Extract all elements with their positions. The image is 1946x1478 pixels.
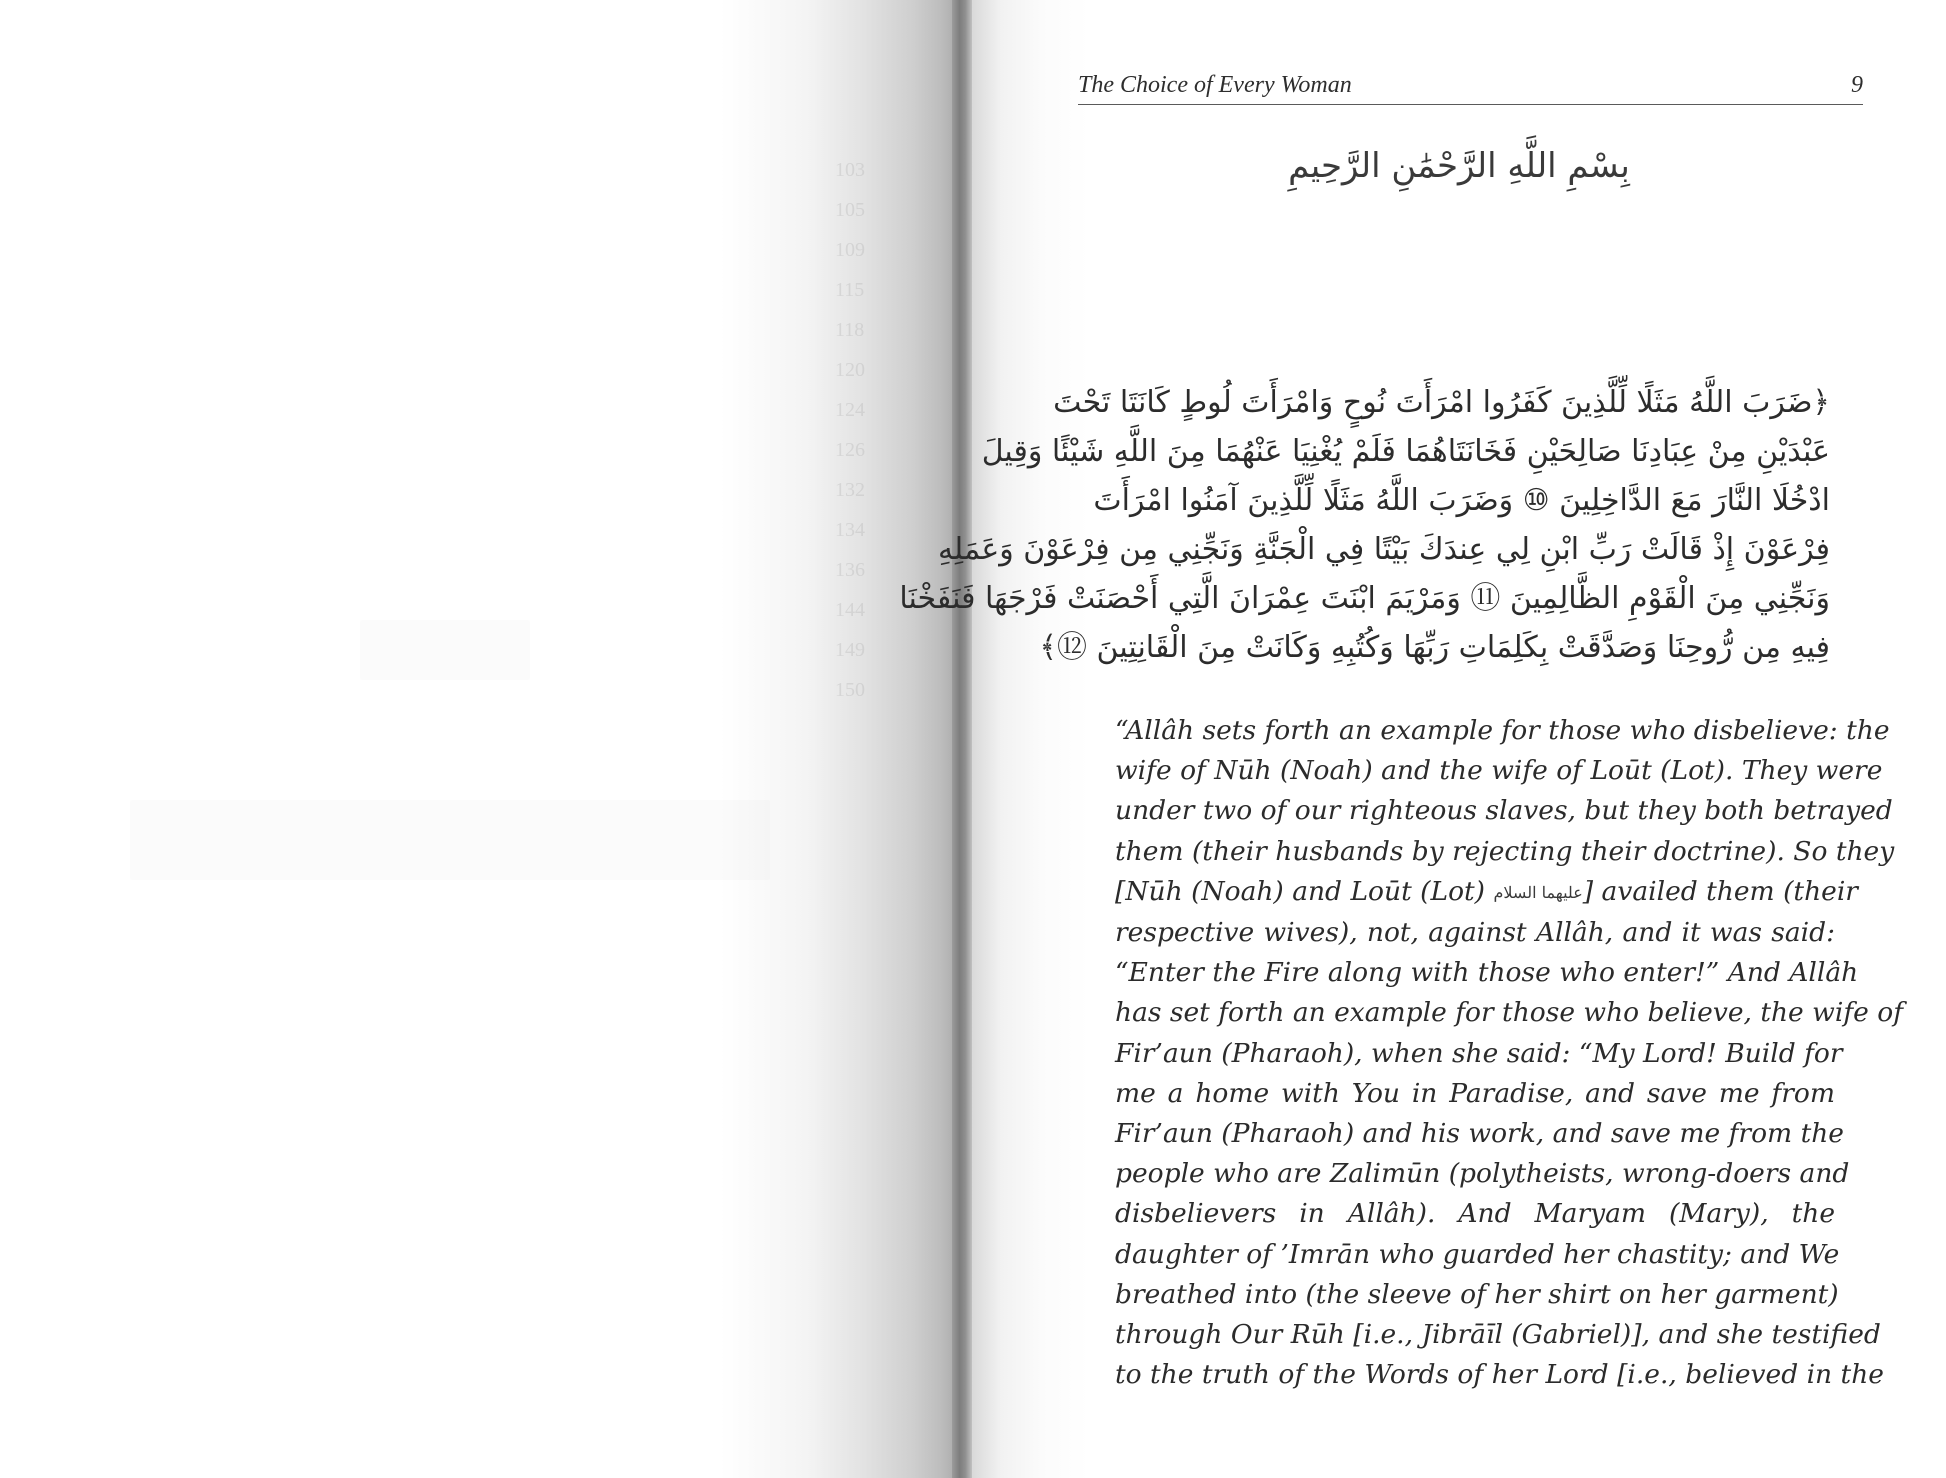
translation-line: has set forth an example for those who believe, the wife of	[1115, 997, 1903, 1029]
ghost-bleedthrough	[130, 800, 770, 880]
translation-line: them (their husbands by rejecting their doctrine). So they	[1115, 835, 1895, 867]
ghost-number: 149	[835, 639, 865, 661]
translation-line: me a home with You in Paradise, and save me from	[1115, 1077, 1835, 1109]
arabic-line: عَبْدَيْنِ مِنْ عِبَادِنَا صَالِحَيْنِ فَخَانَتَاهُمَا فَلَمْ يُغْنِيَا عَنْهُمَا مِنَ اللَّهِ شَيْئًا وَقِيلَ	[981, 434, 1830, 469]
arabic-line: وَنَجِّنِي مِنَ الْقَوْمِ الظَّالِمِينَ ⑪ وَمَرْيَمَ ابْنَتَ عِمْرَانَ الَّتِي أَحْصَنَتْ فَرْجَهَا فَنَفَخْنَا	[899, 581, 1830, 616]
basmala-calligraphy: بِسْمِ اللَّهِ الرَّحْمَٰنِ الرَّحِيمِ	[1288, 146, 1630, 186]
ghost-number: 103	[835, 159, 865, 181]
ghost-number: 124	[835, 399, 865, 421]
ghost-number: 134	[835, 519, 865, 541]
translation-line: through Our Rūh [i.e., Jibrāīl (Gabriel)], and she testified	[1115, 1318, 1881, 1350]
translation-line: daughter of ’Imrān who guarded her chastity; and We	[1115, 1238, 1840, 1270]
translation-line: Fir’aun (Pharaoh) and his work, and save me from the	[1115, 1117, 1844, 1149]
arabic-line: فِرْعَوْنَ إِذْ قَالَتْ رَبِّ ابْنِ لِي عِندَكَ بَيْتًا فِي الْجَنَّةِ وَنَجِّنِي مِن فِرْعَوْنَ وَعَمَلِهِ	[937, 532, 1830, 567]
ghost-number: 126	[835, 439, 865, 461]
arabic-line: ﴿ضَرَبَ اللَّهُ مَثَلًا لِّلَّذِينَ كَفَرُوا امْرَأَتَ نُوحٍ وَامْرَأَتَ لُوطٍ كَانَتَا تَحْتَ	[1053, 385, 1830, 420]
translation-line: under two of our righteous slaves, but they both betrayed	[1115, 795, 1893, 827]
quran-verse-arabic	[899, 378, 1830, 672]
running-title: The Choice of Every Woman	[1078, 72, 1352, 98]
translation-fragment: [Nūh (Noah) and Loūt (Lot)	[1115, 875, 1486, 907]
ghost-number: 105	[835, 199, 865, 221]
translation-line: disbelievers in Allâh). And Maryam (Mary), the	[1115, 1198, 1835, 1230]
ghost-number: 118	[835, 319, 865, 341]
translation-line: Fir’aun (Pharaoh), when she said: “My Lord! Build for	[1115, 1037, 1843, 1069]
translation-line: breathed into (the sleeve of her shirt on her garment)	[1115, 1278, 1839, 1310]
right-page	[899, 0, 1946, 1478]
arabic-line: فِيهِ مِن رُّوحِنَا وَصَدَّقَتْ بِكَلِمَاتِ رَبِّهَا وَكُتُبِهِ وَكَانَتْ مِنَ الْقَانِتِينَ ⑫﴾	[1039, 630, 1830, 665]
left-page	[0, 0, 960, 1478]
honorific-glyph: عليهما السلام	[1493, 882, 1583, 902]
translation-line: respective wives), not, against Allâh, and it was said:	[1115, 916, 1835, 948]
ghost-number: 136	[835, 559, 865, 581]
translation-line: people who are Zalimūn (polytheists, wrong-doers and	[1115, 1158, 1850, 1190]
book-spine	[952, 0, 974, 1478]
ghost-number: 150	[835, 679, 865, 701]
ghost-page-numbers	[835, 150, 895, 710]
translation-line	[1115, 872, 1858, 913]
translation-line: wife of Nūh (Noah) and the wife of Loūt (Lot). They were	[1115, 755, 1883, 787]
ghost-number: 109	[835, 239, 865, 261]
page-number: 9	[1851, 72, 1863, 98]
arabic-line: ادْخُلَا النَّارَ مَعَ الدَّاخِلِينَ ⑩ وَضَرَبَ اللَّهُ مَثَلًا لِّلَّذِينَ آمَنُوا امْرَأَتَ	[1093, 483, 1830, 518]
verse-translation	[1115, 711, 1903, 1395]
running-head	[1078, 72, 1863, 105]
translation-line: “Enter the Fire along with those who enter!” And Allâh	[1115, 957, 1859, 989]
ghost-number: 115	[835, 279, 865, 301]
translation-fragment: ] availed them (their	[1582, 875, 1858, 907]
ghost-number: 144	[835, 599, 865, 621]
translation-line: “Allâh sets forth an example for those who disbelieve: the	[1115, 715, 1890, 746]
ghost-number: 132	[835, 479, 865, 501]
ghost-bleedthrough	[360, 620, 530, 680]
translation-line: to the truth of the Words of her Lord [i.e., believed in the	[1115, 1359, 1884, 1391]
ghost-number: 120	[835, 359, 865, 381]
